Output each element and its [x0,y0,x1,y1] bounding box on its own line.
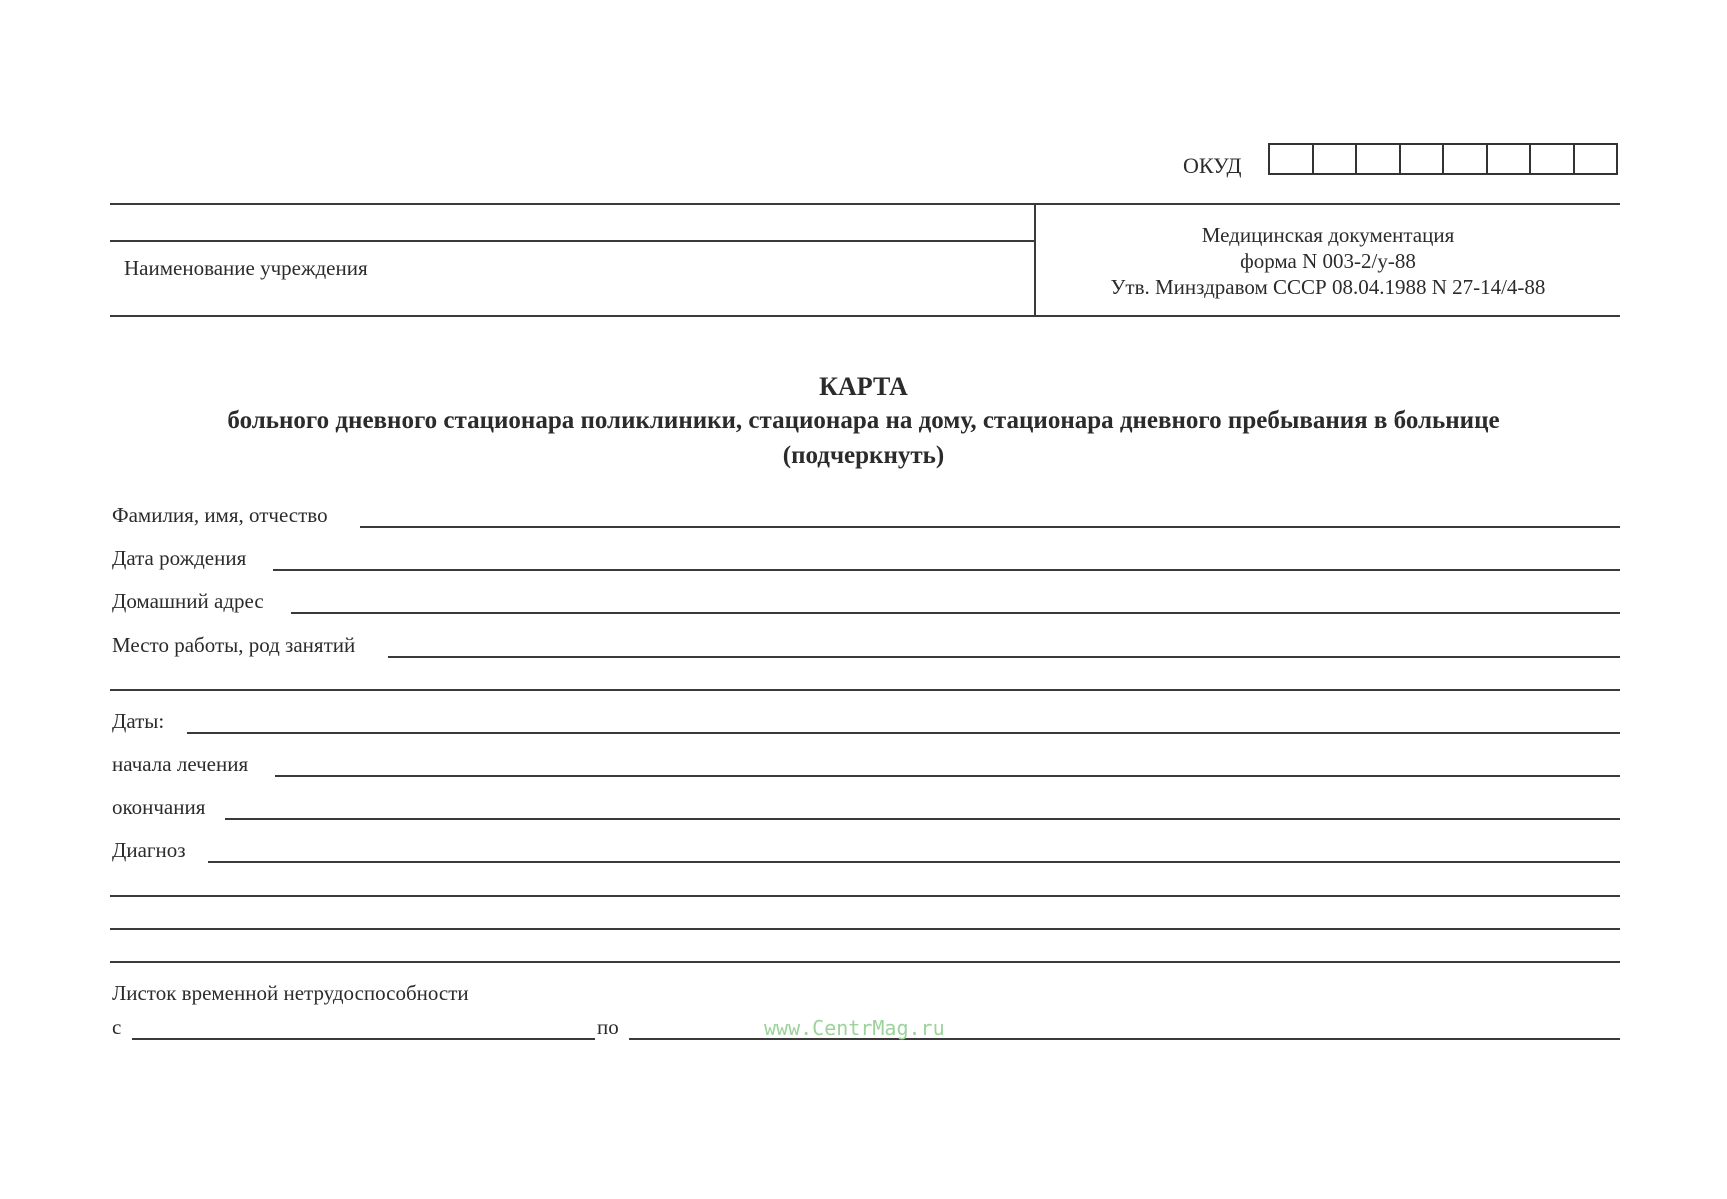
sick-leave-label: Листок временной нетрудоспособности [112,981,469,1005]
header-bottom-rule [110,315,1620,317]
diagnosis-field-line-3[interactable] [110,928,1620,930]
dates-field[interactable] [187,732,1620,734]
page-subtitle: больного дневного стационара поликлиники, стационара на дому, стационара дневного пребывания в больнице [227,407,1500,434]
okud-box[interactable] [1531,145,1575,173]
home-address-field[interactable] [291,612,1620,614]
workplace-label: Место работы, род занятий [112,633,356,657]
sick-leave-to-label: по [597,1015,619,1039]
full-name-field[interactable] [360,526,1620,528]
sick-leave-from-label: с [112,1015,122,1039]
treatment-end-label: окончания [112,795,206,819]
form-number: форма N 003-2/у-88 [1240,249,1416,273]
birth-date-label: Дата рождения [112,546,247,570]
okud-box[interactable] [1575,145,1617,173]
okud-label: ОКУД [1183,153,1242,178]
home-address-label: Домашний адрес [112,589,264,613]
institution-label: Наименование учреждения [124,256,368,280]
diagnosis-field-line-2[interactable] [110,895,1620,897]
diagnosis-field[interactable] [208,861,1620,863]
okud-box[interactable] [1401,145,1445,173]
watermark: www.CentrMag.ru [764,1016,945,1040]
okud-box[interactable] [1270,145,1314,173]
dates-label: Даты: [112,709,165,733]
okud-box[interactable] [1488,145,1532,173]
institution-name-line[interactable] [110,240,1034,242]
approval-text: Утв. Минздравом СССР 08.04.1988 N 27-14/4-88 [1110,275,1546,299]
diagnosis-field-line-4[interactable] [110,961,1620,963]
treatment-start-field[interactable] [275,775,1620,777]
sick-leave-from-field[interactable] [132,1038,595,1040]
full-name-label: Фамилия, имя, отчество [112,503,328,527]
treatment-start-label: начала лечения [112,752,249,776]
okud-code-boxes[interactable] [1268,143,1618,175]
title-note: (подчеркнуть) [782,442,945,469]
okud-box[interactable] [1314,145,1358,173]
okud-box[interactable] [1357,145,1401,173]
header-top-rule [110,203,1620,205]
treatment-end-field[interactable] [225,818,1620,820]
doc-type: Медицинская документация [1201,223,1455,247]
workplace-field-continued[interactable] [110,689,1620,691]
okud-box[interactable] [1444,145,1488,173]
birth-date-field[interactable] [273,569,1620,571]
diagnosis-label: Диагноз [112,838,186,862]
page-title: КАРТА [819,372,908,401]
workplace-field[interactable] [388,656,1620,658]
